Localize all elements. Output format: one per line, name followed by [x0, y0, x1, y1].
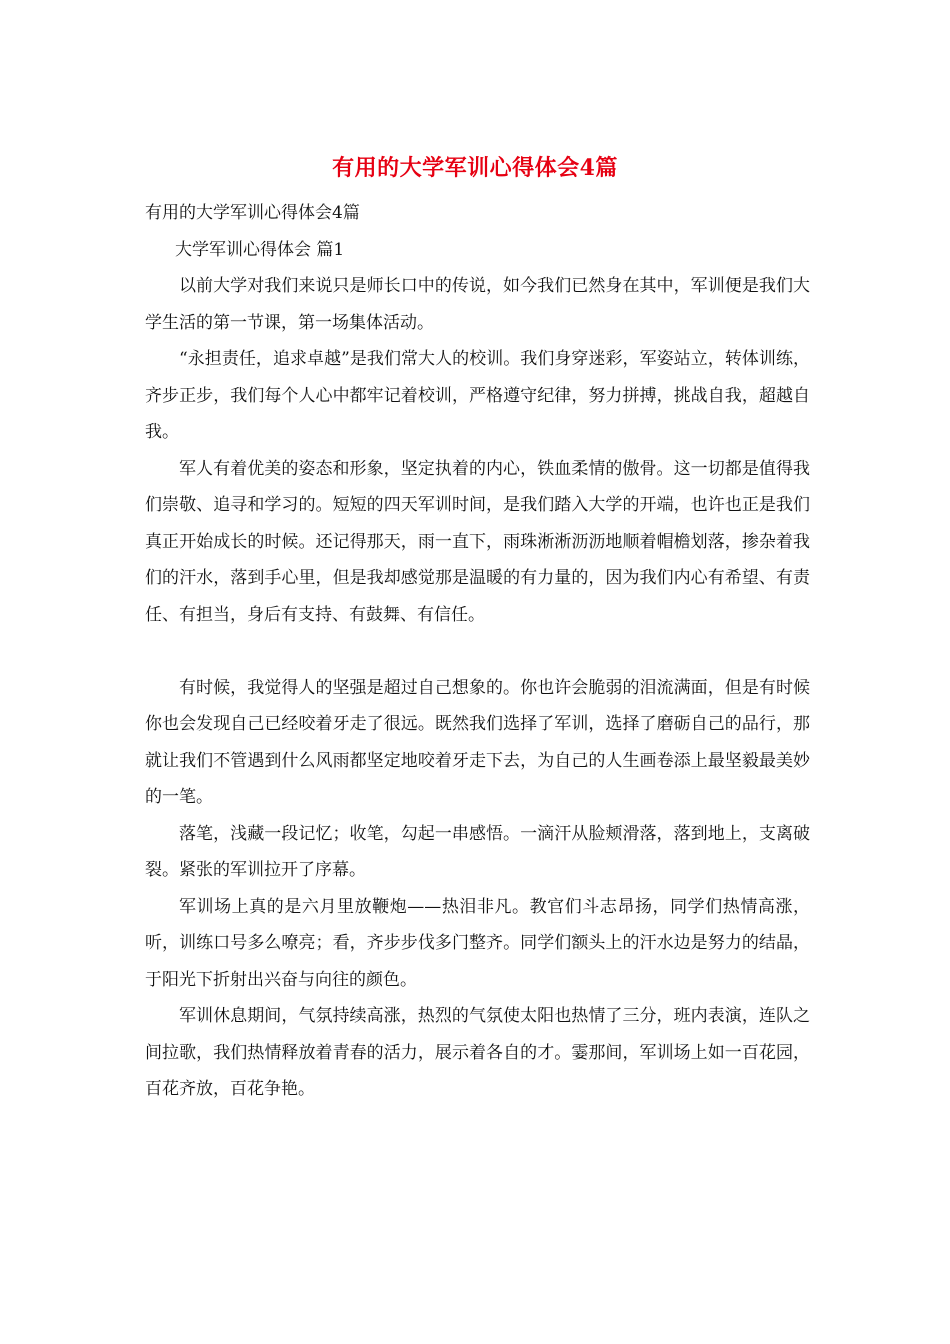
- document-title: 有用的大学军训心得体会4篇: [332, 155, 618, 181]
- body-paragraph: 以前大学对我们来说只是师长口中的传说，如今我们已然身在其中，军训便是我们大学生活的第一节课，第一场集体活动。: [145, 276, 810, 333]
- paragraph-spacer: [145, 633, 810, 670]
- body-paragraph: 军训休息期间，气氛持续高涨，热烈的气氛使太阳也热情了三分，班内表演，连队之间拉歌，我们热情释放着青春的活力，展示着各自的才。霎那间，军训场上如一百花园，百花齐放，百花争艳。: [145, 1006, 810, 1099]
- body-paragraph: “永担责任，追求卓越”是我们常大人的校训。我们身穿迷彩，军姿站立，转体训练，齐步正步，我们每个人心中都牢记着校训，严格遵守纪律，努力拼搏，挑战自我，超越自我。: [145, 349, 810, 442]
- section-heading: 大学军训心得体会 篇1: [175, 239, 345, 260]
- body-paragraph: 军人有着优美的姿态和形象，坚定执着的内心，铁血柔情的傲骨。这一切都是值得我们崇敬、追寻和学习的。短短的四天军训时间，是我们踏入大学的开端，也许也正是我们真正开始成长的时候。还记得那天，雨一直下，雨珠淅淅沥沥地顺着帽檐划落，掺杂着我们的汗水，落到手心里，但是我却感觉那是温暖的有力量的，因为我们内心有希望、有责任、有担当，身后有支持、有鼓舞、有信任。: [145, 458, 810, 625]
- body-paragraph: 军训场上真的是六月里放鞭炮——热泪非凡。教官们斗志昂扬，同学们热情高涨，听，训练口号多么嘹亮；看，齐步步伐多门整齐。同学们额头上的汗水边是努力的结晶，于阳光下折射出兴奋与向往的颜色。: [145, 896, 810, 990]
- body-paragraph: 落笔，浅藏一段记忆；收笔，勾起一串感悟。一滴汗从脸颊滑落，落到地上，支离破裂。紧张的军训拉开了序幕。: [145, 823, 810, 880]
- body-paragraph: 有时候，我觉得人的坚强是超过自己想象的。你也许会脆弱的泪流满面，但是有时候你也会发现自己已经咬着牙走了很远。既然我们选择了军训，选择了磨砺自己的品行，那就让我们不管遇到什么风雨都坚定地咬着牙走下去，为自己的人生画卷添上最坚毅最美妙的一笔。: [145, 677, 810, 807]
- document-body: [145, 195, 810, 1108]
- document-subtitle: 有用的大学军训心得体会4篇: [145, 203, 360, 223]
